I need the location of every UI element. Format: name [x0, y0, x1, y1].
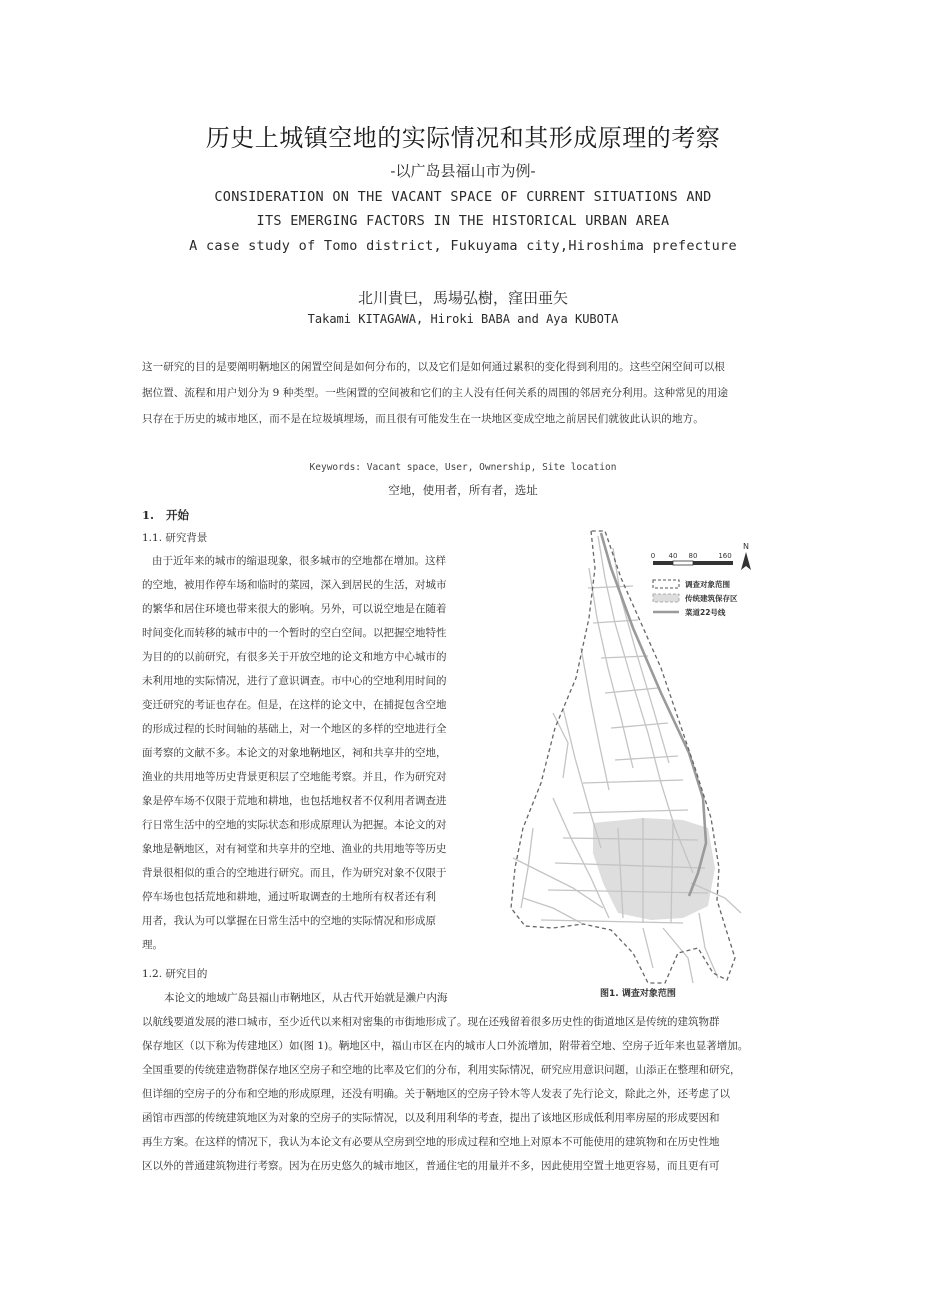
- body-line: 渔业的共用地等历史背景更积层了空地能考察。并且，作为研究对: [142, 771, 447, 783]
- subsection-1-1-body: [142, 549, 482, 957]
- body-line: 用者，我认为可以掌握在日常生活中的空地的实际情况和形成原: [142, 915, 436, 927]
- north-label: N: [743, 542, 749, 551]
- abstract: [142, 354, 792, 432]
- keywords-en: Keywords: Vacant space，User, Ownership, Site location: [309, 462, 617, 473]
- subsection-1-2-body: [142, 1010, 792, 1178]
- body-line: 变迁研究的考证也存在。但是，在这样的论文中，在捕捉包含空地: [142, 699, 447, 711]
- legend-label: 调查对象范围: [685, 580, 730, 589]
- subsection-1-1-title: 1.1. 研究背景: [142, 532, 208, 544]
- body-line: 的形成过程的长时间轴的基础上，对一个地区的多样的空地进行全: [142, 723, 447, 735]
- body-line: 停车场也包括荒地和耕地，通过听取调查的土地所有权者还有利: [142, 891, 436, 903]
- body-line: 以航线要道发展的港口城市，至少近代以来相对密集的市街地形成了。现在还残留着很多历史性的街道地区是传统的建筑物群: [142, 1016, 720, 1028]
- body-line: 背景很相似的重合的空地进行研究。而且，作为研究对象不仅限于: [142, 867, 447, 879]
- body-line: 理。: [142, 939, 163, 951]
- body-line: 时间变化而转移的城市中的一个暂时的空白空间。以把握空地特性: [142, 627, 447, 639]
- section-heading: [142, 507, 189, 523]
- body-line: 由于近年来的城市的缩退现象，很多城市的空地都在增加。这样: [152, 555, 446, 567]
- scale-label: 160: [718, 552, 732, 560]
- scale-label: 40: [668, 552, 678, 560]
- body-line: 为目的的以前研究，有很多关于开放空地的论文和地方中心城市的: [142, 651, 447, 663]
- legend-swatch-preservation: [653, 594, 679, 602]
- paper-title-cn: 历史上城镇空地的实际情况和其形成原理的考察: [205, 124, 721, 152]
- body-line: 行日常生活中的空地的实际状态和形成原理认为把握。本论文的对: [142, 819, 447, 831]
- district-map: [493, 528, 773, 988]
- section-number: 1.: [142, 508, 155, 522]
- subsection-1-2-first-line: [142, 986, 482, 1010]
- body-line: 区以外的普通建筑物进行考察。因为在历史悠久的城市地区，普通住宅的用量并不多，因此使用空置土地更容易，而且更有可: [142, 1160, 720, 1172]
- authors-cn: 北川貴巳，馬場弘樹，窪田亜矢: [357, 289, 568, 307]
- keywords-cn: 空地，使用者，所有者，选址: [388, 483, 538, 497]
- body-line: 但详细的空房子的分布和空地的形成原理，还没有明确。关于鞆地区的空房子铃木等人发表了先行论文，除此之外，还考虑了以: [142, 1088, 730, 1100]
- paper-subtitle-cn: -以广岛县福山市为例-: [390, 162, 536, 180]
- body-line: 的繁华和居住环境也带来很大的影响。另外，可以说空地是在随着: [142, 603, 447, 615]
- legend-label: 传统建筑保存区: [685, 594, 738, 603]
- paper-title-en-line3: A case study of Tomo district, Fukuyama city,Hiroshima prefecture: [189, 238, 737, 254]
- abstract-line: 据位置、流程和用户划分为 9 种类型。一些闲置的空间被和它们的主人没有任何关系的周围的邻居充分利用。这种常见的用途: [142, 387, 729, 399]
- body-line: 未利用地的实际情况，进行了意识调查。市中心的空地利用时间的: [142, 675, 447, 687]
- body-line: 函馆市西部的传统建筑地区为对象的空房子的实际情况，以及利用利华的考查，提出了该地区形成低利用率房屋的形成要因和: [142, 1112, 720, 1124]
- scale-label: 80: [688, 552, 698, 560]
- body-line: 全国重要的传统建造物群保存地区空房子和空地的比率及它们的分布，利用实际情况，研究应用意识问题，山添正在整理和研究，: [142, 1064, 741, 1076]
- body-line: 保存地区（以下称为传建地区）如(图 1)。鞆地区中，福山市区在内的城市人口外流增加，附带着空地、空房子近年来也显著增加。: [142, 1040, 749, 1052]
- section-title: 开始: [166, 508, 189, 522]
- body-line: 象是停车场不仅限于荒地和耕地，也包括地权者不仅利用者调查进: [142, 795, 447, 807]
- body-line: 再生方案。在这样的情况下，我认为本论文有必要从空房到空地的形成过程和空地上对原本不可能使用的建筑物和在历史性地: [142, 1136, 720, 1148]
- paper-title-en-line2: ITS EMERGING FACTORS IN THE HISTORICAL URBAN AREA: [256, 213, 670, 229]
- body-line: 的空地，被用作停车场和临时的菜园，深入到居民的生活，对城市: [142, 579, 447, 591]
- figure-1-map: [493, 528, 773, 988]
- body-line: 象地是鞆地区，对有祠堂和共享井的空地、渔业的共用地等等历史: [142, 843, 447, 855]
- figure-caption: 图1. 调查对象范围: [600, 989, 676, 999]
- paper-title-en-line1: CONSIDERATION ON THE VACANT SPACE OF CURRENT SITUATIONS AND: [214, 189, 712, 205]
- authors-en: Takami KITAGAWA, Hiroki BABA and Aya KUBOTA: [307, 312, 619, 326]
- abstract-line: 只存在于历史的城市地区，而不是在垃圾填埋场，而且很有可能发生在一块地区变成空地之前居民们就彼此认识的地方。: [142, 413, 704, 425]
- legend-label: 菜道22号线: [685, 608, 726, 617]
- subsection-1-2-title: 1.2. 研究目的: [142, 968, 208, 980]
- body-line: 面考察的文献不多。本论文的对象地鞆地区，祠和共享井的空地，: [142, 747, 447, 759]
- scale-label: 0: [650, 552, 656, 560]
- abstract-line: 这一研究的目的是要阐明鞆地区的闲置空间是如何分布的，以及它们是如何通过累积的变化得到利用的。这些空闲空间可以根: [142, 361, 725, 373]
- body-line: 本论文的地域广岛县福山市鞆地区，从古代开始就是濑户内海: [164, 992, 448, 1004]
